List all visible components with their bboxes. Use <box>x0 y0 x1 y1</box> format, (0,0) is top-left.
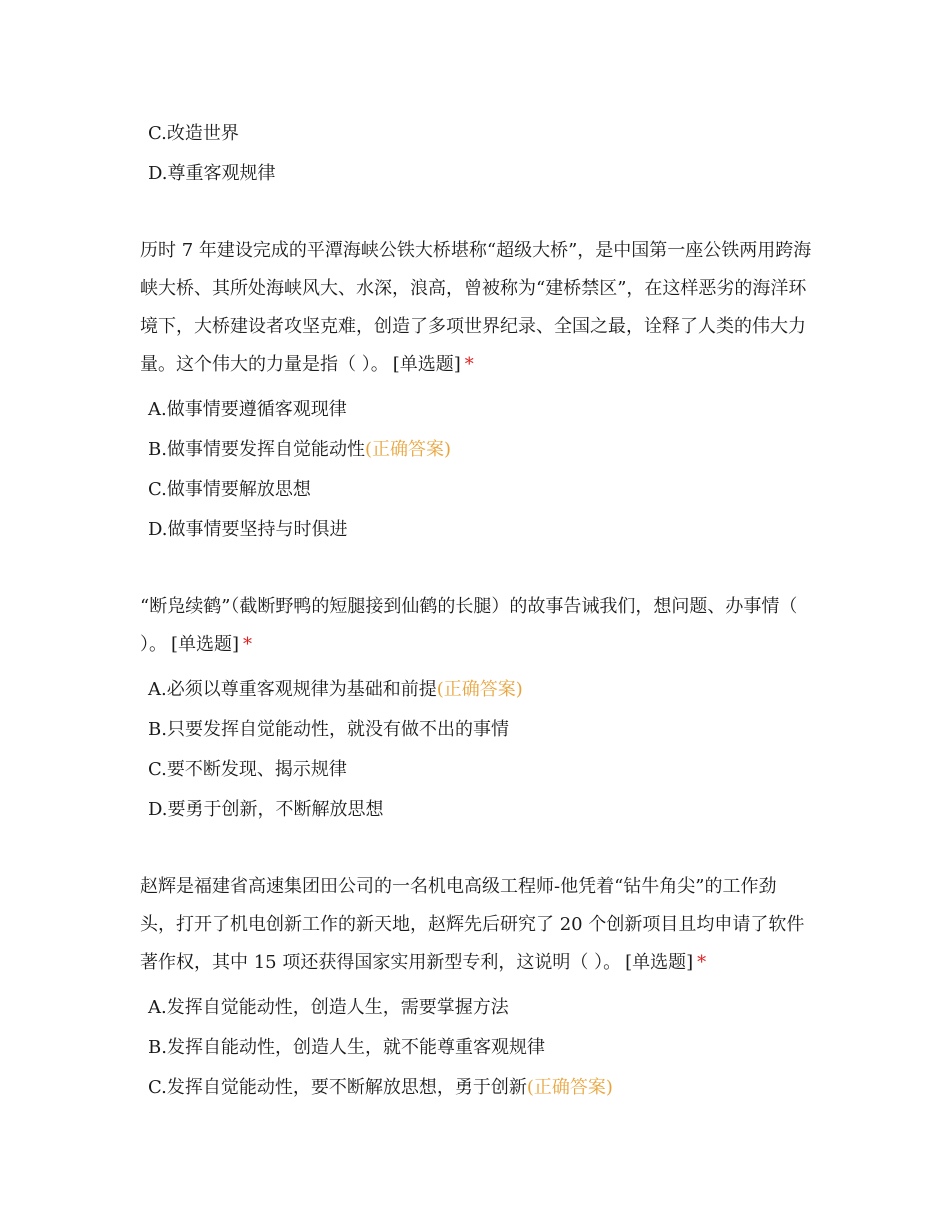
option-label: A.发挥自觉能动性，创造人生，需要掌握方法 <box>148 997 509 1018</box>
question-text <box>140 232 812 384</box>
question-text <box>140 868 812 982</box>
correct-answer-mark: (正确答案) <box>526 1077 613 1098</box>
option-label: C.改造世界 <box>148 123 239 144</box>
option-label: A.做事情要遵循客观现律 <box>148 399 347 420</box>
option-label: B.做事情要发挥自觉能动性 <box>148 439 365 460</box>
option-label: D.要勇于创新，不断解放思想 <box>148 799 384 820</box>
option-item[interactable] <box>140 154 812 194</box>
option-label: C.做事情要解放思想 <box>148 479 311 500</box>
option-item[interactable] <box>140 114 812 154</box>
option-list <box>140 988 812 1108</box>
required-mark: * <box>243 634 253 655</box>
question-text <box>140 588 812 664</box>
required-mark: * <box>464 354 474 375</box>
correct-answer-mark: (正确答案) <box>436 679 523 700</box>
option-item[interactable] <box>140 710 812 750</box>
option-item[interactable] <box>140 510 812 550</box>
question-body: 赵辉是福建省高速集团田公司的一名机电高级工程师-他凭着“钻牛角尖”的工作劲头，打开了机电创新工作的新天地，赵辉先后研究了 20 个创新项目且均申请了软件著作权，其中 15 项还获得国家实用新型专利，这说明（ ）。 <box>140 876 805 973</box>
option-label: C.发挥自觉能动性，要不断解放思想，勇于创新 <box>148 1077 527 1098</box>
option-label: C.要不断发现、揭示规律 <box>148 759 347 780</box>
question-type: [单选题] <box>625 952 694 973</box>
question-body: 历时 7 年建设完成的平潭海峡公铁大桥堪称“超级大桥”，是中国第一座公铁两用跨海峡大桥、其所处海峡风大、水深，浪高，曾被称为“建桥禁区”，在这样恶劣的海洋环境下，大桥建设者攻坚克难，创造了多项世界纪录、全国之最，诠释了人类的伟大力量。这个伟大的力量是指（ ）。 <box>140 240 812 375</box>
option-list <box>140 390 812 550</box>
option-label: B.只要发挥自觉能动性，就没有做不出的事情 <box>148 719 509 740</box>
option-label: B.发挥自能动性，创造人生，就不能尊重客观规律 <box>148 1037 545 1058</box>
correct-answer-mark: (正确答案) <box>364 439 451 460</box>
option-item[interactable] <box>140 1028 812 1068</box>
option-item[interactable] <box>140 750 812 790</box>
option-label: D.做事情要坚持与时俱进 <box>148 519 348 540</box>
survey-page <box>140 114 812 1108</box>
question-body: “断凫续鹤”（截断野鸭的短腿接到仙鹤的长腿）的故事告诫我们，想问题、办事情（ ）。 <box>140 596 798 655</box>
option-list <box>140 670 812 830</box>
option-item[interactable] <box>140 390 812 430</box>
option-item[interactable] <box>140 1068 812 1108</box>
option-item[interactable] <box>140 790 812 830</box>
option-item[interactable] <box>140 430 812 470</box>
option-item[interactable] <box>140 670 812 710</box>
question-type: [单选题] <box>171 634 240 655</box>
option-label: A.必须以尊重客观规律为基础和前提 <box>148 679 437 700</box>
required-mark: * <box>697 952 707 973</box>
option-item[interactable] <box>140 470 812 510</box>
option-item[interactable] <box>140 988 812 1028</box>
option-label: D.尊重客观规律 <box>148 163 276 184</box>
question-type: [单选题] <box>392 354 461 375</box>
option-list <box>140 114 812 194</box>
